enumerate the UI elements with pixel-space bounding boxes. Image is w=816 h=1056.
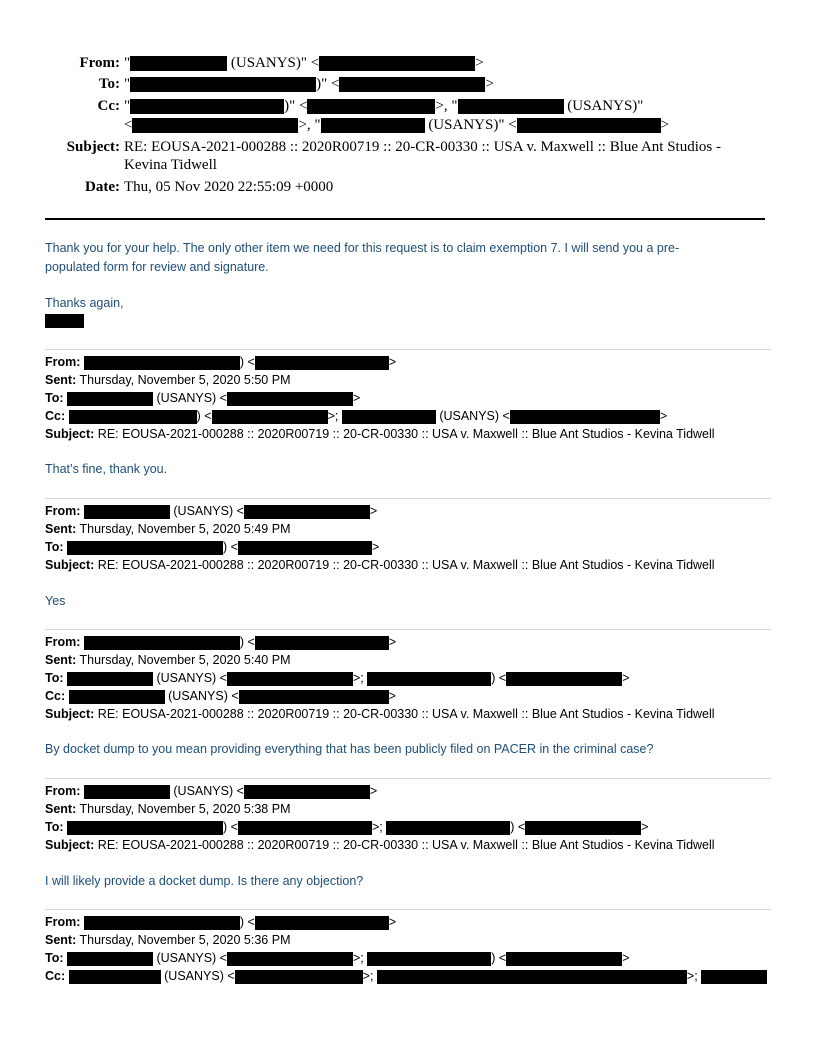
cc-usanys: (USANYS)" [567,98,644,114]
email-sent [45,371,291,389]
field-label: From: [45,635,81,649]
message-body-line2: populated form for review and signature. [45,260,269,274]
field-label: From: [45,784,81,798]
email-cc: Cc: (USANYS) < >; >; [45,967,767,985]
field-label: Sent: [45,802,77,816]
redaction [212,410,328,424]
redaction [238,541,372,555]
from-value: " (USANYS)" < > [124,55,484,71]
field-value: Thursday, November 5, 2020 5:50 PM [79,373,291,387]
field-label: Sent: [45,522,77,536]
redaction [386,821,510,835]
field-label: Subject: [45,707,95,721]
redaction [517,118,661,133]
redaction [458,99,564,114]
email-sent [45,651,291,669]
email-sent [45,800,291,818]
email-header [0,0,816,200]
redaction [235,970,363,984]
cc-value-line1: " )" < >, " (USANYS)" [124,98,644,114]
field-label: To: [45,820,64,834]
redaction [377,970,687,984]
email-separator [45,909,771,910]
email-to: To: ) < > [45,540,380,554]
message-body-line1: Thank you for your help. The only other item we need for this request is to claim exemption 7. I will send you a pre- [45,241,680,255]
field-label: Sent: [45,933,77,947]
redaction [227,952,353,966]
redaction [367,952,491,966]
redaction [238,821,372,835]
date-label: Date: [85,179,120,195]
from-suffix: (USANYS)" < [230,55,320,71]
field-value: RE: EOUSA-2021-000288 :: 2020R00719 :: 20-CR-00330 :: USA v. Maxwell :: Blue Ant Studios - Kevina Tidwell [97,427,715,441]
email-subject [45,836,715,854]
field-label: To: [45,671,64,685]
redaction [506,952,622,966]
field-value: (USANYS) < [439,409,510,423]
redaction [67,392,153,406]
field-value: Thursday, November 5, 2020 5:49 PM [79,522,291,536]
email-to: To: (USANYS) < >; ) < > [45,951,630,965]
email-body: I will likely provide a docket dump. Is there any objection? [45,874,364,888]
field-value: RE: EOUSA-2021-000288 :: 2020R00719 :: 20-CR-00330 :: USA v. Maxwell :: Blue Ant Studios - Kevina Tidwell [97,558,715,572]
subject-line2: Kevina Tidwell [124,157,217,173]
field-value: (USANYS) < [156,391,227,405]
email-to: To: ) < >; ) < > [45,820,649,834]
field-label: Sent: [45,653,77,667]
subject-line1: RE: EOUSA-2021-000288 :: 2020R00719 :: 20-CR-00330 :: USA v. Maxwell :: Blue Ant Studios - [124,139,721,155]
redaction [132,118,298,133]
field-label: From: [45,915,81,929]
redaction [69,690,165,704]
email-sent [45,520,291,538]
field-value: Thursday, November 5, 2020 5:38 PM [79,802,291,816]
redaction [227,672,353,686]
redaction [84,356,240,370]
redaction [84,636,240,650]
field-label: From: [45,355,81,369]
field-value: (USANYS) < [156,951,227,965]
redaction [255,916,389,930]
redacted-signature [45,314,84,328]
email-subject [45,705,715,723]
redaction [367,672,491,686]
field-label: Subject: [45,838,95,852]
email-from: From: (USANYS) < > [45,784,378,798]
cc-value-line2: < >, " (USANYS)" < > [124,117,670,133]
from-label: From: [79,55,120,71]
field-label: Subject: [45,558,95,572]
email-cc: Cc: (USANYS) < > [45,689,396,703]
redaction [239,690,389,704]
field-label: Cc: [45,409,66,423]
field-value: (USANYS) < [164,969,235,983]
email-sent [45,931,291,949]
email-separator [45,778,771,779]
email-from: From: ) < > [45,915,397,929]
redaction [321,118,425,133]
email-to: To: (USANYS) < >; ) < > [45,671,630,685]
redaction [67,952,153,966]
field-label: Cc: [45,689,66,703]
field-label: Cc: [45,969,66,983]
redaction [130,77,316,92]
field-label: From: [45,504,81,518]
email-to: To: (USANYS) < > [45,391,361,405]
field-value: (USANYS) < [156,671,227,685]
redaction [255,356,389,370]
cc-usanys2: (USANYS)" < [428,117,517,133]
email-separator [45,498,771,499]
email-from: From: ) < > [45,635,397,649]
email-cc: Cc: ) < >; (USANYS) < > [45,409,668,423]
subject-label: Subject: [66,139,120,155]
redaction [67,541,223,555]
email-body: By docket dump to you mean providing everything that has been publicly filed on PACER in the criminal case? [45,742,654,756]
email-separator [45,629,771,630]
redaction [342,410,436,424]
redaction [255,636,389,650]
redaction [84,785,170,799]
redaction [130,99,284,114]
message-signoff: Thanks again, [45,296,124,310]
redaction [67,821,223,835]
field-label: To: [45,391,64,405]
redaction [69,410,197,424]
field-label: Sent: [45,373,77,387]
field-value: (USANYS) < [173,504,244,518]
redaction [69,970,161,984]
email-from: From: (USANYS) < > [45,504,378,518]
redaction [244,785,370,799]
field-label: To: [45,951,64,965]
field-label: Subject: [45,427,95,441]
redaction [227,392,353,406]
field-value: RE: EOUSA-2021-000288 :: 2020R00719 :: 20-CR-00330 :: USA v. Maxwell :: Blue Ant Studios - Kevina Tidwell [97,707,715,721]
field-value: Thursday, November 5, 2020 5:36 PM [79,933,291,947]
field-value: (USANYS) < [173,784,244,798]
email-separator [45,349,771,350]
header-divider [45,218,765,220]
redaction [339,77,485,92]
redaction [525,821,641,835]
email-body: That’s fine, thank you. [45,462,168,476]
redaction [319,56,475,71]
redaction [84,505,170,519]
field-label: To: [45,540,64,554]
to-label: To: [98,76,120,92]
email-body: Yes [45,594,66,608]
redaction [84,916,240,930]
redaction [130,56,227,71]
email-subject [45,556,715,574]
redaction [67,672,153,686]
field-value: RE: EOUSA-2021-000288 :: 2020R00719 :: 20-CR-00330 :: USA v. Maxwell :: Blue Ant Studios - Kevina Tidwell [97,838,715,852]
to-value: " )" < > [124,76,494,92]
email-from: From: ) < > [45,355,397,369]
field-value: Thursday, November 5, 2020 5:40 PM [79,653,291,667]
redaction [244,505,370,519]
redaction [510,410,660,424]
email-subject [45,425,715,443]
field-value: (USANYS) < [168,689,239,703]
redaction [701,970,767,984]
cc-label: Cc: [97,98,120,114]
date-value: Thu, 05 Nov 2020 22:55:09 +0000 [124,179,334,195]
redaction [506,672,622,686]
redaction [307,99,435,114]
